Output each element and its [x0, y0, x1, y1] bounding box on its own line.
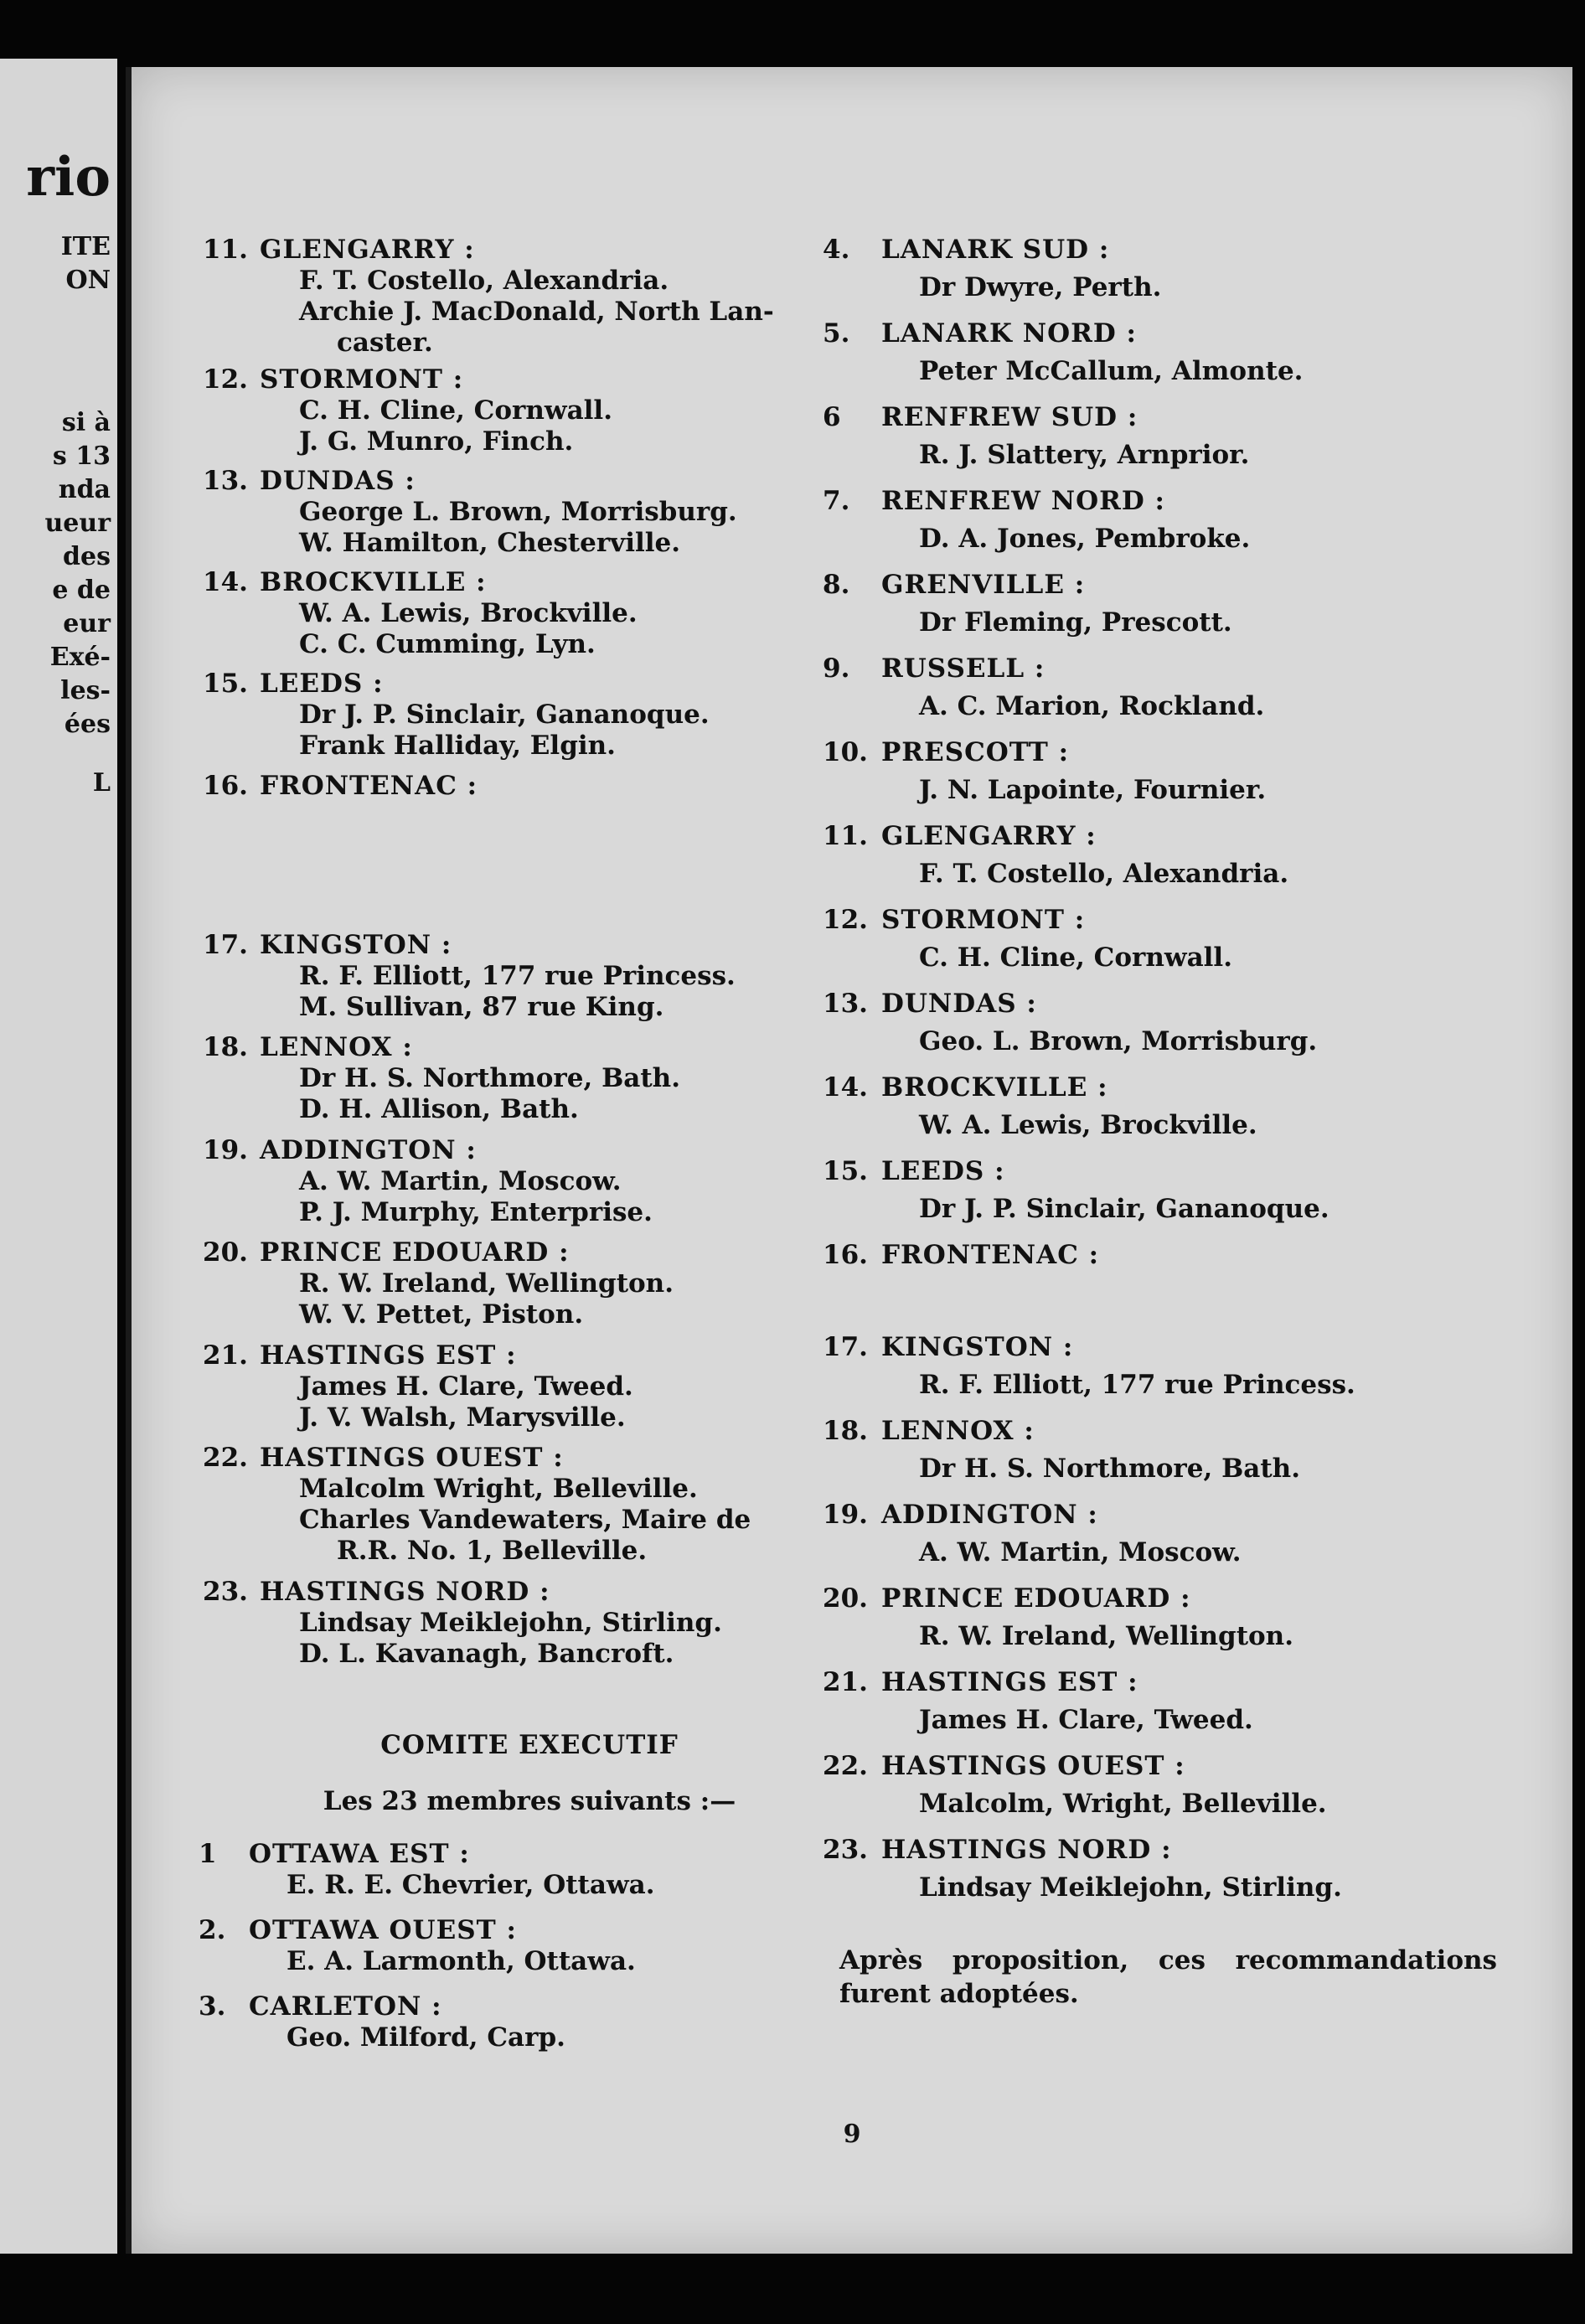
left-page-text-fragment: rio	[26, 146, 111, 209]
right-entry	[823, 737, 1493, 813]
riding-name: ADDINGTON :	[260, 1135, 477, 1165]
member-name: J. N. Lapointe, Fournier.	[919, 775, 1267, 805]
member-name: Geo. L. Brown, Morrisburg.	[919, 1026, 1318, 1056]
member-name: C. C. Cumming, Lyn.	[299, 629, 596, 659]
member-name: Charles Vandewaters, Maire de	[299, 1505, 751, 1535]
right-entry	[823, 235, 1493, 310]
member-name: J. V. Walsh, Marysville.	[299, 1402, 626, 1433]
entry-number: 12.	[203, 364, 248, 395]
member-name: Dr J. P. Sinclair, Gananoque.	[299, 700, 710, 730]
right-entry	[823, 486, 1493, 561]
left-page-text-fragment: e de	[52, 576, 111, 605]
member-name: Frank Halliday, Elgin.	[299, 731, 616, 761]
member-name: Malcolm Wright, Belleville.	[299, 1474, 698, 1504]
entry-number: 5.	[823, 318, 850, 349]
left-page-text-fragment: ées	[64, 710, 111, 739]
entry-number: 6	[823, 402, 841, 432]
right-entry	[823, 653, 1493, 729]
committee-entry	[199, 1991, 860, 2053]
member-name: E. R. E. Chevrier, Ottawa.	[287, 1870, 655, 1900]
right-entry	[823, 318, 1493, 394]
right-entry	[823, 1416, 1493, 1491]
riding-name: LENNOX :	[260, 1032, 413, 1062]
left-page-text-fragment: L	[92, 768, 111, 798]
closing-paragraph: Après proposition, ces recommandations furent adoptées.	[839, 1945, 1497, 2009]
entry-number: 19.	[823, 1500, 868, 1530]
entry-number: 19.	[203, 1135, 248, 1165]
entry-number: 1	[199, 1839, 217, 1869]
riding-name: CARLETON :	[249, 1991, 442, 2022]
member-name: C. H. Cline, Cornwall.	[299, 395, 612, 426]
left-page-text-fragment: nda	[58, 475, 111, 504]
member-name: A. W. Martin, Moscow.	[919, 1537, 1242, 1567]
member-name: A. C. Marion, Rockland.	[919, 691, 1265, 721]
riding-name: STORMONT :	[881, 905, 1086, 935]
member-name: Dr H. S. Northmore, Bath.	[299, 1063, 681, 1093]
right-entry	[823, 1583, 1493, 1659]
riding-name: RENFREW NORD :	[881, 486, 1165, 516]
entry-number: 7.	[823, 486, 850, 516]
member-name: Geo. Milford, Carp.	[287, 2022, 565, 2053]
entry-number: 4.	[823, 235, 850, 265]
right-entry	[823, 989, 1493, 1064]
left-page-text-fragment: eur	[63, 609, 111, 638]
right-entry	[823, 1072, 1493, 1148]
right-entry	[823, 570, 1493, 645]
member-name: R. F. Elliott, 177 rue Princess.	[299, 961, 736, 991]
page-number: 9	[843, 2120, 861, 2149]
riding-name: HASTINGS NORD :	[260, 1577, 550, 1607]
riding-name: BROCKVILLE :	[260, 567, 487, 597]
entry-number: 11.	[823, 821, 868, 851]
left-entry	[203, 771, 848, 802]
left-page-text-fragment: ON	[65, 266, 111, 295]
member-name: A. W. Martin, Moscow.	[299, 1166, 622, 1196]
riding-name: HASTINGS NORD :	[881, 1835, 1172, 1865]
entry-number: 17.	[823, 1332, 868, 1362]
member-name: Malcolm, Wright, Belleville.	[919, 1789, 1327, 1819]
entry-number: 20.	[823, 1583, 868, 1614]
left-page-text-fragment: Exé-	[49, 643, 111, 672]
member-name: R. F. Elliott, 177 rue Princess.	[919, 1370, 1355, 1400]
entry-number: 18.	[203, 1032, 248, 1062]
entry-number: 13.	[823, 989, 868, 1019]
left-page-fragment	[0, 59, 117, 2254]
left-entry	[203, 1032, 848, 1125]
left-page-text-fragment: les-	[60, 676, 111, 705]
left-entry	[203, 1577, 848, 1670]
entry-number: 21.	[203, 1340, 248, 1371]
riding-name: OTTAWA OUEST :	[249, 1915, 517, 1945]
entry-number: 22.	[823, 1751, 868, 1781]
member-name: D. A. Jones, Pembroke.	[919, 524, 1251, 554]
entry-number: 11.	[203, 235, 248, 265]
committee-subtitle: Les 23 membres suivants :—	[323, 1786, 736, 1816]
member-name: M. Sullivan, 87 rue King.	[299, 992, 664, 1022]
member-name: Dr J. P. Sinclair, Gananoque.	[919, 1194, 1329, 1224]
left-entry	[203, 1237, 848, 1330]
entry-number: 12.	[823, 905, 868, 935]
member-name: Dr H. S. Northmore, Bath.	[919, 1454, 1301, 1484]
member-name: Archie J. MacDonald, North Lan-	[299, 297, 774, 327]
entry-number: 14.	[823, 1072, 868, 1103]
member-name: E. A. Larmonth, Ottawa.	[287, 1946, 636, 1976]
left-entry	[203, 466, 848, 559]
committee-entries	[199, 1839, 860, 2141]
entry-number: 20.	[203, 1237, 248, 1268]
entry-number: 15.	[823, 1156, 868, 1186]
entry-number: 13.	[203, 466, 248, 496]
member-name: J. G. Munro, Finch.	[299, 426, 574, 457]
right-entry	[823, 1240, 1493, 1278]
member-name: Lindsay Meiklejohn, Stirling.	[299, 1608, 722, 1638]
left-page-text-fragment: s 13	[52, 442, 111, 471]
entry-number: 9.	[823, 653, 850, 684]
member-name: James H. Clare, Tweed.	[299, 1371, 633, 1402]
member-name: James H. Clare, Tweed.	[919, 1705, 1253, 1735]
riding-name: FRONTENAC :	[881, 1240, 1100, 1270]
riding-name: KINGSTON :	[881, 1332, 1074, 1362]
riding-name: GRENVILLE :	[881, 570, 1086, 600]
entry-number: 14.	[203, 567, 248, 597]
member-name: R. W. Ireland, Wellington.	[299, 1268, 674, 1299]
committee-entry	[199, 1915, 860, 1977]
member-name: P. J. Murphy, Enterprise.	[299, 1197, 653, 1227]
entry-number: 18.	[823, 1416, 868, 1446]
riding-name: DUNDAS :	[881, 989, 1037, 1019]
committee-section	[199, 1730, 860, 2132]
right-entry	[823, 402, 1493, 478]
member-name: Dr Dwyre, Perth.	[919, 272, 1162, 302]
right-entry	[823, 1500, 1493, 1575]
left-page-text-fragment: ueur	[44, 509, 111, 538]
entry-number: 3.	[199, 1991, 226, 2022]
member-name: R.R. No. 1, Belleville.	[337, 1536, 648, 1566]
left-entry	[203, 669, 848, 762]
member-name: W. A. Lewis, Brockville.	[919, 1110, 1257, 1140]
entry-number: 8.	[823, 570, 850, 600]
member-name: George L. Brown, Morrisburg.	[299, 497, 737, 527]
riding-name: LANARK NORD :	[881, 318, 1137, 349]
entry-number: 16.	[823, 1240, 868, 1270]
riding-name: PRESCOTT :	[881, 737, 1070, 767]
riding-name: OTTAWA EST :	[249, 1839, 470, 1869]
riding-name: PRINCE EDOUARD :	[881, 1583, 1191, 1614]
right-entry	[823, 1667, 1493, 1743]
riding-name: HASTINGS OUEST :	[260, 1443, 564, 1473]
entry-number: 16.	[203, 771, 248, 801]
left-entry	[203, 930, 848, 1023]
riding-name: HASTINGS OUEST :	[881, 1751, 1185, 1781]
right-entry	[823, 905, 1493, 980]
member-name: caster.	[337, 328, 433, 358]
member-name: Dr Fleming, Prescott.	[919, 607, 1232, 638]
right-entry	[823, 1156, 1493, 1232]
member-name: Lindsay Meiklejohn, Stirling.	[919, 1872, 1342, 1903]
left-page-text-fragment: des	[63, 542, 111, 571]
riding-name: BROCKVILLE :	[881, 1072, 1108, 1103]
committee-entry	[199, 1839, 860, 1901]
riding-name: FRONTENAC :	[260, 771, 478, 801]
entry-number: 10.	[823, 737, 868, 767]
riding-name: KINGSTON :	[260, 930, 452, 960]
riding-name: STORMONT :	[260, 364, 464, 395]
right-entry	[823, 1835, 1493, 1910]
member-name: C. H. Cline, Cornwall.	[919, 943, 1232, 973]
member-name: F. T. Costello, Alexandria.	[299, 266, 669, 296]
document-page	[126, 67, 1572, 2254]
entry-number: 21.	[823, 1667, 868, 1697]
riding-name: LEEDS :	[881, 1156, 1005, 1186]
member-name: W. V. Pettet, Piston.	[299, 1299, 584, 1330]
entry-number: 22.	[203, 1443, 248, 1473]
member-name: W. Hamilton, Chesterville.	[299, 528, 681, 558]
right-entry	[823, 1332, 1493, 1407]
riding-name: HASTINGS EST :	[881, 1667, 1138, 1697]
left-page-text-fragment: ITE	[60, 232, 111, 261]
riding-name: RUSSELL :	[881, 653, 1045, 684]
member-name: D. H. Allison, Bath.	[299, 1094, 579, 1124]
entry-number: 2.	[199, 1915, 226, 1945]
entry-number: 15.	[203, 669, 248, 699]
left-entry	[203, 364, 848, 457]
riding-name: LEEDS :	[260, 669, 384, 699]
riding-name: RENFREW SUD :	[881, 402, 1138, 432]
entry-number: 23.	[203, 1577, 248, 1607]
right-column	[823, 235, 1493, 1977]
riding-name: PRINCE EDOUARD :	[260, 1237, 570, 1268]
riding-name: HASTINGS EST :	[260, 1340, 517, 1371]
left-page-text-fragment: si à	[61, 408, 111, 437]
left-entry	[203, 1443, 848, 1567]
riding-name: GLENGARRY :	[260, 235, 475, 265]
right-entry	[823, 821, 1493, 896]
left-entry	[203, 235, 848, 359]
member-name: W. A. Lewis, Brockville.	[299, 598, 638, 628]
entry-number: 17.	[203, 930, 248, 960]
member-name: R. W. Ireland, Wellington.	[919, 1621, 1294, 1651]
right-entry	[823, 1751, 1493, 1826]
member-name: Peter McCallum, Almonte.	[919, 356, 1304, 386]
member-name: F. T. Costello, Alexandria.	[919, 859, 1289, 889]
committee-title: COMITE EXECUTIF	[380, 1730, 679, 1760]
riding-name: GLENGARRY :	[881, 821, 1097, 851]
member-name: D. L. Kavanagh, Bancroft.	[299, 1639, 674, 1669]
left-entry	[203, 1135, 848, 1228]
left-entry	[203, 567, 848, 660]
left-entry	[203, 1340, 848, 1433]
riding-name: LANARK SUD :	[881, 235, 1110, 265]
entry-number: 23.	[823, 1835, 868, 1865]
riding-name: DUNDAS :	[260, 466, 416, 496]
riding-name: LENNOX :	[881, 1416, 1035, 1446]
member-name: R. J. Slattery, Arnprior.	[919, 440, 1250, 470]
riding-name: ADDINGTON :	[881, 1500, 1098, 1530]
